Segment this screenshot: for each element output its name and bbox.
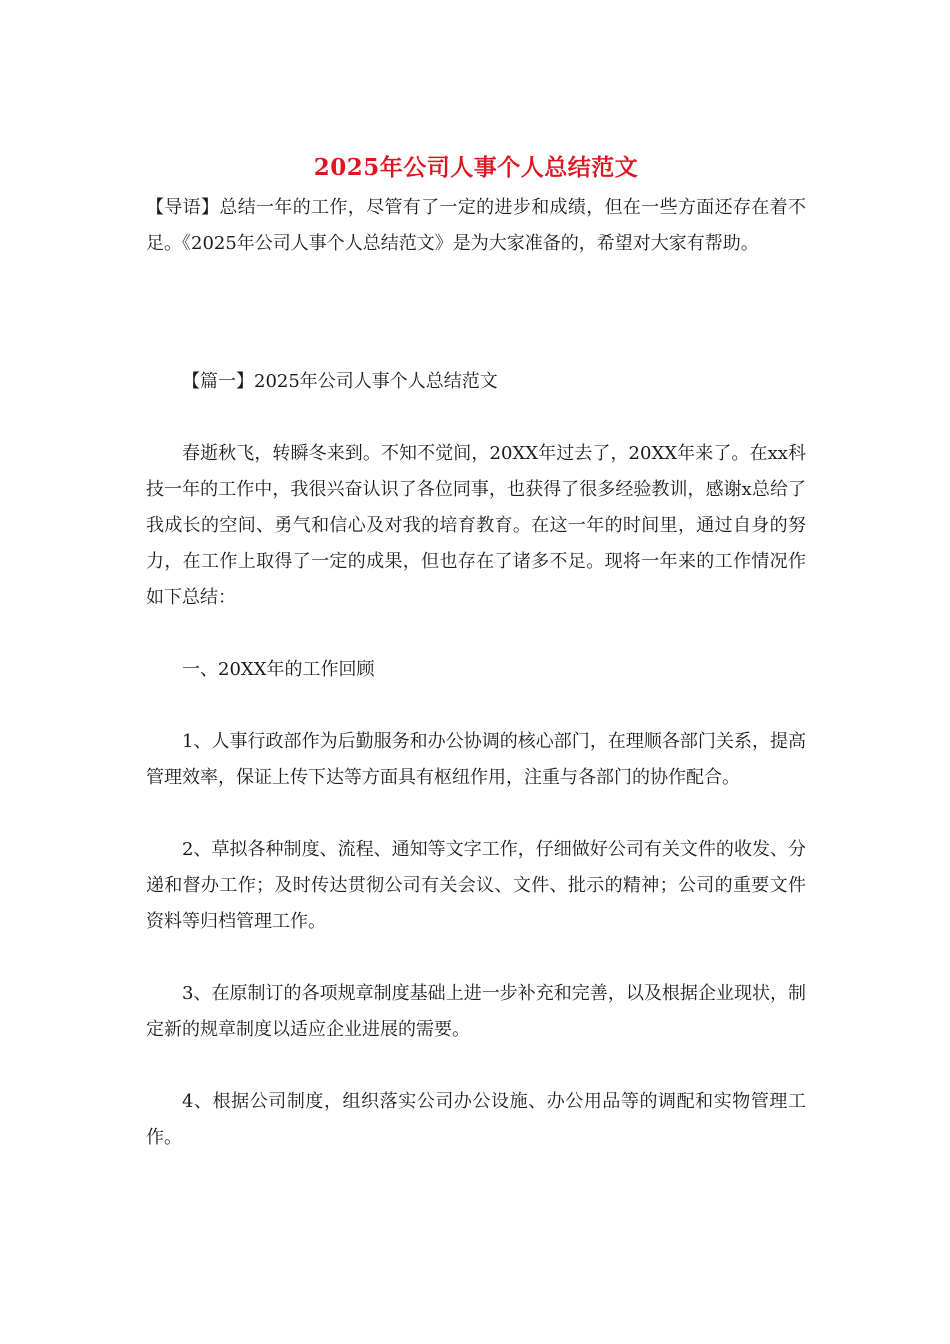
subsection-heading: 一、20XX年的工作回顾 [182, 659, 375, 680]
spacer [146, 688, 806, 724]
list-item-1: 1、人事行政部作为后勤服务和办公协调的核心部门，在理顺各部门关系，提高管理效率，保证上传下达等方面具有枢纽作用，注重与各部门的协作配合。 [146, 731, 806, 788]
section-heading: 【篇一】2025年公司人事个人总结范文 [182, 371, 498, 392]
spacer [146, 1048, 806, 1084]
spacer [146, 940, 806, 976]
spacer [146, 616, 806, 652]
spacer [146, 796, 806, 832]
list-item-3: 3、在原制订的各项规章制度基础上进一步补充和完善，以及根据企业现状，制定新的规章制度以适应企业进展的需要。 [146, 983, 806, 1040]
list-item-4: 4、根据公司制度，组织落实公司办公设施、办公用品等的调配和实物管理工作。 [146, 1091, 806, 1148]
body-paragraph-opening: 春逝秋飞，转瞬冬来到。不知不觉间，20XX年过去了，20XX年来了。在xx科技一年的工作中，我很兴奋认识了各位同事，也获得了很多经验教训，感谢x总给了我成长的空间、勇气和信心及对我的培育教育。在这一年的时间里，通过自身的努力，在工作上取得了一定的成果，但也存在了诸多不足。现将一年来的工作情况作如下总结： [146, 443, 806, 608]
intro-paragraph: 【导语】总结一年的工作，尽管有了一定的进步和成绩，但在一些方面还存在着不足。《2025年公司人事个人总结范文》是为大家准备的，希望对大家有帮助。 [146, 197, 806, 254]
spacer [146, 400, 806, 436]
document-title: 2025年公司人事个人总结范文 [313, 154, 639, 181]
document-page [146, 150, 806, 1156]
list-item-2: 2、草拟各种制度、流程、通知等文字工作，仔细做好公司有关文件的收发、分递和督办工作；及时传达贯彻公司有关会议、文件、批示的精神；公司的重要文件资料等归档管理工作。 [146, 839, 806, 932]
spacer [146, 262, 806, 364]
